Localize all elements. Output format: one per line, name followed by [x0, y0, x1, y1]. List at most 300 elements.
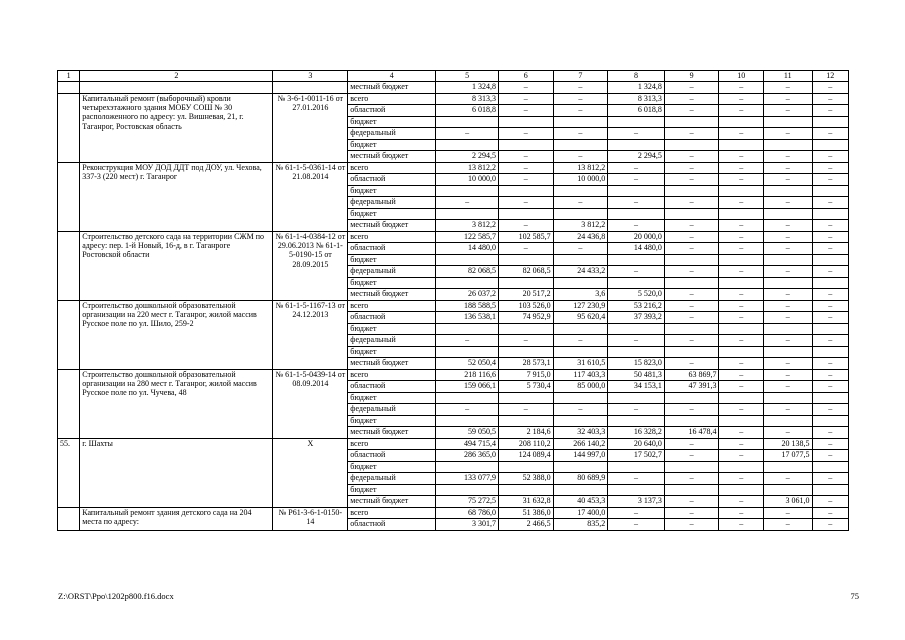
amount-cell: –	[436, 335, 499, 347]
amount-cell: 28 573,1	[498, 358, 553, 370]
amount-cell: 10 000,0	[436, 174, 499, 186]
amount-cell: –	[608, 507, 665, 519]
amount-cell	[719, 346, 764, 358]
column-header: 12	[812, 71, 849, 82]
amount-cell	[812, 392, 849, 404]
amount-cell: 1 324,8	[436, 82, 499, 94]
document-cell: Х	[273, 438, 348, 507]
amount-cell	[719, 254, 764, 266]
amount-cell: 103 526,0	[498, 300, 553, 312]
column-header: 5	[436, 71, 499, 82]
amount-cell: –	[664, 289, 719, 301]
amount-cell	[436, 277, 499, 289]
budget-source-cell: местный бюджет	[348, 496, 436, 508]
amount-cell	[812, 185, 849, 197]
column-header: 9	[664, 71, 719, 82]
amount-cell: –	[498, 243, 553, 255]
budget-source-cell: местный бюджет	[348, 289, 436, 301]
amount-cell: –	[664, 174, 719, 186]
amount-cell: 14 480,0	[436, 243, 499, 255]
amount-cell	[763, 277, 812, 289]
amount-cell	[812, 484, 849, 496]
amount-cell: –	[664, 438, 719, 450]
amount-cell	[498, 484, 553, 496]
amount-cell: 2 466,5	[498, 519, 553, 531]
amount-cell: –	[664, 231, 719, 243]
amount-cell: 3,6	[553, 289, 608, 301]
amount-cell: –	[608, 519, 665, 531]
amount-cell	[608, 254, 665, 266]
amount-cell: –	[664, 220, 719, 232]
amount-cell: –	[608, 162, 665, 174]
column-header: 6	[498, 71, 553, 82]
amount-cell: 494 715,4	[436, 438, 499, 450]
amount-cell: 47 391,3	[664, 381, 719, 393]
amount-cell	[498, 139, 553, 151]
amount-cell: 20 138,5	[763, 438, 812, 450]
amount-cell	[553, 323, 608, 335]
amount-cell: –	[553, 105, 608, 117]
amount-cell: 95 620,4	[553, 312, 608, 324]
amount-cell: –	[763, 369, 812, 381]
amount-cell: –	[812, 312, 849, 324]
amount-cell: 75 272,5	[436, 496, 499, 508]
amount-cell	[664, 277, 719, 289]
budget-source-cell: бюджет	[348, 116, 436, 128]
amount-cell: –	[664, 450, 719, 462]
amount-cell: 6 018,8	[608, 105, 665, 117]
amount-cell: –	[763, 243, 812, 255]
budget-source-cell: областной	[348, 519, 436, 531]
budget-source-cell: бюджет	[348, 208, 436, 220]
column-header: 10	[719, 71, 764, 82]
amount-cell: –	[436, 197, 499, 209]
amount-cell	[436, 461, 499, 473]
budget-source-cell: федеральный	[348, 335, 436, 347]
amount-cell	[664, 415, 719, 427]
amount-cell: –	[608, 335, 665, 347]
amount-cell: –	[812, 438, 849, 450]
amount-cell	[719, 208, 764, 220]
document-cell: № 3-6-1-0011-16 от 27.01.2016	[273, 93, 348, 162]
amount-cell: 144 997,0	[553, 450, 608, 462]
amount-cell	[498, 323, 553, 335]
document-cell: № 61-1-5-0439-14 от 08.09.2014	[273, 369, 348, 438]
amount-cell	[553, 254, 608, 266]
amount-cell: –	[553, 93, 608, 105]
amount-cell	[719, 484, 764, 496]
amount-cell: 63 869,7	[664, 369, 719, 381]
amount-cell: –	[812, 473, 849, 485]
amount-cell: –	[498, 335, 553, 347]
amount-cell: –	[719, 369, 764, 381]
amount-cell	[436, 392, 499, 404]
amount-cell: –	[498, 220, 553, 232]
budget-source-cell: областной	[348, 450, 436, 462]
amount-cell: –	[664, 197, 719, 209]
budget-source-cell: бюджет	[348, 392, 436, 404]
amount-cell: –	[812, 197, 849, 209]
amount-cell: 208 110,2	[498, 438, 553, 450]
amount-cell: –	[664, 128, 719, 140]
row-number-cell	[58, 507, 80, 530]
row-number-cell: 55.	[58, 438, 80, 507]
amount-cell: 8 313,3	[436, 93, 499, 105]
amount-cell: –	[719, 289, 764, 301]
amount-cell: –	[812, 231, 849, 243]
amount-cell: 82 068,5	[436, 266, 499, 278]
amount-cell: 14 480,0	[608, 243, 665, 255]
amount-cell: –	[812, 174, 849, 186]
amount-cell: 7 915,0	[498, 369, 553, 381]
amount-cell: 24 433,2	[553, 266, 608, 278]
amount-cell: 286 365,0	[436, 450, 499, 462]
amount-cell: –	[553, 335, 608, 347]
column-header: 1	[58, 71, 80, 82]
amount-cell: 6 018,8	[436, 105, 499, 117]
amount-cell: 13 812,2	[436, 162, 499, 174]
amount-cell: 82 068,5	[498, 266, 553, 278]
amount-cell	[553, 116, 608, 128]
budget-source-cell: бюджет	[348, 346, 436, 358]
amount-cell	[608, 461, 665, 473]
budget-source-cell: местный бюджет	[348, 151, 436, 163]
budget-source-cell: местный бюджет	[348, 358, 436, 370]
amount-cell: 266 140,2	[553, 438, 608, 450]
amount-cell	[436, 208, 499, 220]
amount-cell: –	[812, 289, 849, 301]
amount-cell	[763, 346, 812, 358]
amount-cell: –	[719, 519, 764, 531]
amount-cell: –	[608, 473, 665, 485]
amount-cell: 3 061,0	[763, 496, 812, 508]
amount-cell: –	[812, 369, 849, 381]
amount-cell	[553, 139, 608, 151]
amount-cell	[763, 392, 812, 404]
row-number-cell	[58, 162, 80, 231]
row-number-cell	[58, 231, 80, 300]
amount-cell	[436, 185, 499, 197]
amount-cell: 15 823,0	[608, 358, 665, 370]
amount-cell	[553, 346, 608, 358]
amount-cell	[608, 277, 665, 289]
amount-cell: 50 481,3	[608, 369, 665, 381]
amount-cell: 17 400,0	[553, 507, 608, 519]
budget-source-cell: областной	[348, 312, 436, 324]
column-header: 4	[348, 71, 436, 82]
amount-cell: –	[498, 162, 553, 174]
amount-cell: –	[763, 93, 812, 105]
amount-cell: 17 502,7	[608, 450, 665, 462]
amount-cell: 835,2	[553, 519, 608, 531]
amount-cell: –	[664, 496, 719, 508]
amount-cell: –	[664, 93, 719, 105]
table-row	[58, 93, 849, 105]
object-name-cell: г. Шахты	[80, 438, 273, 507]
amount-cell	[553, 277, 608, 289]
amount-cell: –	[812, 82, 849, 94]
amount-cell	[763, 484, 812, 496]
amount-cell: 13 812,2	[553, 162, 608, 174]
amount-cell: 3 301,7	[436, 519, 499, 531]
amount-cell: –	[719, 220, 764, 232]
amount-cell: 133 077,9	[436, 473, 499, 485]
amount-cell: 127 230,9	[553, 300, 608, 312]
amount-cell: 37 393,2	[608, 312, 665, 324]
amount-cell: –	[812, 300, 849, 312]
amount-cell: –	[763, 335, 812, 347]
document-cell: № 61-1-5-1167-13 от 24.12.2013	[273, 300, 348, 369]
amount-cell: –	[719, 496, 764, 508]
amount-cell	[436, 323, 499, 335]
column-number-header	[58, 71, 849, 82]
amount-cell: –	[763, 381, 812, 393]
amount-cell	[763, 208, 812, 220]
amount-cell	[498, 116, 553, 128]
amount-cell: –	[812, 128, 849, 140]
amount-cell	[498, 346, 553, 358]
amount-cell: 10 000,0	[553, 174, 608, 186]
amount-cell: –	[664, 473, 719, 485]
amount-cell: 26 037,2	[436, 289, 499, 301]
table-row	[58, 369, 849, 381]
document-cell: № 61-1-5-0361-14 от 21.08.2014	[273, 162, 348, 231]
table-body	[58, 82, 849, 531]
amount-cell: –	[498, 174, 553, 186]
column-header: 7	[553, 71, 608, 82]
amount-cell	[553, 484, 608, 496]
object-name-cell	[80, 82, 273, 94]
object-name-cell: Строительство дошкольной образовательной организации на 220 мест г. Таганрог, жилой массив Русское поле по ул. Шило, 259-2	[80, 300, 273, 369]
amount-cell: –	[498, 93, 553, 105]
amount-cell: 117 403,3	[553, 369, 608, 381]
amount-cell: 31 610,5	[553, 358, 608, 370]
budget-source-cell: всего	[348, 93, 436, 105]
table-row	[58, 507, 849, 519]
table-row	[58, 438, 849, 450]
amount-cell: –	[812, 404, 849, 416]
amount-cell	[498, 254, 553, 266]
budget-source-cell: всего	[348, 300, 436, 312]
amount-cell: –	[719, 312, 764, 324]
amount-cell: –	[436, 404, 499, 416]
amount-cell: 124 089,4	[498, 450, 553, 462]
amount-cell	[664, 208, 719, 220]
amount-cell: –	[608, 128, 665, 140]
amount-cell: 102 585,7	[498, 231, 553, 243]
amount-cell: 2 184,6	[498, 427, 553, 439]
amount-cell	[608, 185, 665, 197]
amount-cell: –	[812, 427, 849, 439]
amount-cell: –	[553, 197, 608, 209]
amount-cell: 74 952,9	[498, 312, 553, 324]
amount-cell	[436, 484, 499, 496]
amount-cell: –	[763, 128, 812, 140]
row-number-cell	[58, 300, 80, 369]
budget-source-cell: бюджет	[348, 277, 436, 289]
amount-cell	[608, 415, 665, 427]
table-row	[58, 231, 849, 243]
amount-cell: –	[498, 128, 553, 140]
amount-cell	[719, 323, 764, 335]
amount-cell	[719, 461, 764, 473]
amount-cell	[436, 254, 499, 266]
budget-source-cell: федеральный	[348, 266, 436, 278]
amount-cell	[763, 254, 812, 266]
amount-cell: –	[719, 450, 764, 462]
amount-cell	[664, 392, 719, 404]
amount-cell	[763, 415, 812, 427]
row-number-cell	[58, 93, 80, 162]
amount-cell: –	[498, 151, 553, 163]
amount-cell: –	[608, 197, 665, 209]
amount-cell: –	[719, 243, 764, 255]
amount-cell: –	[719, 151, 764, 163]
amount-cell	[553, 415, 608, 427]
amount-cell	[498, 208, 553, 220]
amount-cell	[664, 484, 719, 496]
amount-cell: –	[763, 289, 812, 301]
amount-cell: –	[719, 266, 764, 278]
amount-cell	[719, 185, 764, 197]
amount-cell: –	[763, 82, 812, 94]
amount-cell: 5 730,4	[498, 381, 553, 393]
amount-cell: –	[812, 220, 849, 232]
amount-cell: 16 328,2	[608, 427, 665, 439]
amount-cell: –	[436, 128, 499, 140]
amount-cell: –	[719, 231, 764, 243]
amount-cell: –	[553, 151, 608, 163]
amount-cell: –	[812, 450, 849, 462]
amount-cell: –	[498, 82, 553, 94]
amount-cell: –	[498, 404, 553, 416]
amount-cell: –	[763, 174, 812, 186]
amount-cell: –	[608, 174, 665, 186]
amount-cell	[719, 116, 764, 128]
budget-source-cell: всего	[348, 507, 436, 519]
amount-cell: 68 786,0	[436, 507, 499, 519]
amount-cell: –	[719, 174, 764, 186]
budget-source-cell: бюджет	[348, 461, 436, 473]
amount-cell	[553, 208, 608, 220]
budget-source-cell: всего	[348, 438, 436, 450]
amount-cell: –	[664, 507, 719, 519]
amount-cell: –	[812, 519, 849, 531]
amount-cell	[812, 277, 849, 289]
amount-cell: –	[664, 243, 719, 255]
amount-cell: –	[812, 358, 849, 370]
amount-cell: 188 588,5	[436, 300, 499, 312]
table-row	[58, 300, 849, 312]
amount-cell	[608, 346, 665, 358]
budget-source-cell: всего	[348, 162, 436, 174]
budget-source-cell: федеральный	[348, 473, 436, 485]
amount-cell: 218 116,6	[436, 369, 499, 381]
amount-cell: 3 137,3	[608, 496, 665, 508]
amount-cell	[553, 392, 608, 404]
amount-cell: –	[719, 128, 764, 140]
amount-cell: –	[664, 266, 719, 278]
budget-source-cell: местный бюджет	[348, 427, 436, 439]
budget-source-cell: бюджет	[348, 415, 436, 427]
amount-cell: –	[719, 427, 764, 439]
amount-cell	[812, 116, 849, 128]
amount-cell: –	[763, 231, 812, 243]
object-name-cell: Капитальный ремонт здания детского сада на 204 места по адресу:	[80, 507, 273, 530]
budget-source-cell: местный бюджет	[348, 220, 436, 232]
amount-cell	[608, 484, 665, 496]
amount-cell	[812, 254, 849, 266]
budget-source-cell: областной	[348, 381, 436, 393]
amount-cell: –	[812, 151, 849, 163]
document-cell	[273, 82, 348, 94]
amount-cell	[498, 415, 553, 427]
amount-cell: –	[719, 358, 764, 370]
table-row	[58, 82, 849, 94]
amount-cell: –	[664, 82, 719, 94]
amount-cell: 122 585,7	[436, 231, 499, 243]
amount-cell: –	[763, 473, 812, 485]
column-header: 8	[608, 71, 665, 82]
amount-cell: –	[664, 300, 719, 312]
budget-source-cell: бюджет	[348, 185, 436, 197]
amount-cell: 52 388,0	[498, 473, 553, 485]
amount-cell: –	[498, 105, 553, 117]
amount-cell: –	[664, 312, 719, 324]
amount-cell	[498, 461, 553, 473]
amount-cell: –	[719, 404, 764, 416]
amount-cell: –	[553, 82, 608, 94]
amount-cell	[664, 254, 719, 266]
amount-cell: 51 386,0	[498, 507, 553, 519]
amount-cell: –	[812, 266, 849, 278]
amount-cell	[719, 415, 764, 427]
amount-cell: 80 689,9	[553, 473, 608, 485]
amount-cell: –	[719, 82, 764, 94]
amount-cell: –	[812, 507, 849, 519]
amount-cell: –	[719, 381, 764, 393]
amount-cell: –	[763, 358, 812, 370]
amount-cell: 8 313,3	[608, 93, 665, 105]
amount-cell	[664, 461, 719, 473]
amount-cell: –	[812, 243, 849, 255]
amount-cell	[436, 139, 499, 151]
amount-cell: –	[763, 197, 812, 209]
amount-cell: –	[664, 519, 719, 531]
amount-cell	[664, 346, 719, 358]
amount-cell: 159 066,1	[436, 381, 499, 393]
amount-cell	[812, 415, 849, 427]
amount-cell	[812, 139, 849, 151]
amount-cell: –	[763, 300, 812, 312]
amount-cell: –	[719, 473, 764, 485]
amount-cell	[498, 185, 553, 197]
amount-cell	[763, 185, 812, 197]
budget-source-cell: бюджет	[348, 254, 436, 266]
amount-cell: –	[664, 105, 719, 117]
column-header: 2	[80, 71, 273, 82]
budget-source-cell: бюджет	[348, 484, 436, 496]
amount-cell	[812, 323, 849, 335]
amount-cell: –	[763, 266, 812, 278]
amount-cell: –	[664, 162, 719, 174]
amount-cell: 34 153,1	[608, 381, 665, 393]
amount-cell	[498, 277, 553, 289]
amount-cell: –	[719, 105, 764, 117]
budget-table	[57, 70, 849, 531]
budget-source-cell: местный бюджет	[348, 82, 436, 94]
amount-cell: 3 812,2	[436, 220, 499, 232]
